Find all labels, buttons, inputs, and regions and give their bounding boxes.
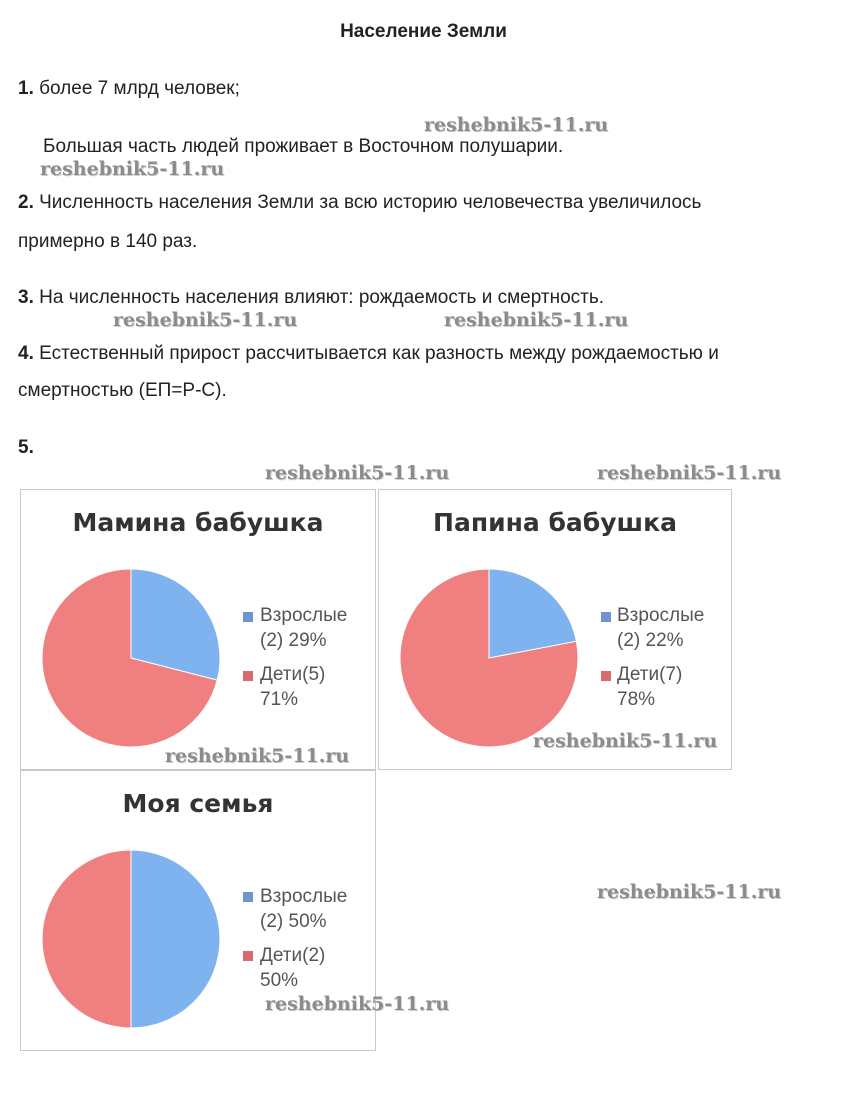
watermark: reshebnik5-11.ru	[424, 114, 609, 136]
legend-swatch-children	[601, 671, 611, 681]
answer-4-text: Естественный прирост рассчитывается как разность между рождаемостью и	[33, 343, 719, 364]
watermark: reshebnik5-11.ru	[444, 309, 629, 331]
legend-adults	[617, 603, 704, 653]
page-title: Население Земли	[340, 21, 507, 42]
legend-adults-label: Взрослые	[260, 886, 348, 907]
watermark: reshebnik5-11.ru	[533, 730, 718, 752]
chart-title: Папина бабушка	[433, 508, 677, 537]
legend-children-label: Дети(7)	[617, 664, 683, 685]
legend-adults-label: Взрослые	[617, 605, 705, 626]
watermark: reshebnik5-11.ru	[265, 462, 450, 484]
legend-adults-value: (2) 22%	[617, 630, 684, 651]
chart-paternal-grandmother	[378, 489, 732, 770]
legend-children	[260, 662, 325, 712]
legend-swatch-adults	[243, 612, 253, 622]
answer-1-text: более 7 млрд человек;	[33, 78, 240, 99]
legend-children-value: 50%	[260, 970, 299, 991]
answer-3-number: 3.	[18, 287, 34, 308]
chart-title: Мамина бабушка	[72, 508, 324, 537]
watermark: reshebnik5-11.ru	[597, 881, 782, 903]
answer-4-number: 4.	[18, 343, 34, 364]
legend-swatch-children	[243, 951, 253, 961]
legend-adults-label: Взрослые	[260, 605, 348, 626]
answer-2-continued: примерно в 140 раз.	[18, 231, 198, 252]
legend-children-label: Дети(2)	[260, 945, 326, 966]
chart-maternal-grandmother	[20, 489, 376, 770]
answer-1-detail: Большая часть людей проживает в Восточном полушарии.	[43, 136, 564, 157]
legend-swatch-adults	[243, 892, 253, 902]
answer-5-number: 5.	[18, 437, 34, 458]
watermark: reshebnik5-11.ru	[40, 158, 225, 180]
answer-1-number: 1.	[18, 78, 34, 99]
answer-3-text: На численность населения влияют: рождаемость и смертность.	[33, 287, 605, 308]
pie-slice-children	[42, 850, 131, 1028]
answer-2-number: 2.	[18, 192, 34, 213]
answer-2-text: Численность населения Земли за всю историю человечества увеличилось	[33, 192, 702, 213]
legend-adults	[260, 884, 347, 934]
legend-swatch-children	[243, 671, 253, 681]
legend-adults-value: (2) 50%	[260, 911, 327, 932]
legend-children	[260, 943, 325, 993]
legend-children-label: Дети(5)	[260, 664, 326, 685]
legend-adults-value: (2) 29%	[260, 630, 327, 651]
answer-4	[18, 343, 719, 365]
answer-5	[18, 437, 34, 459]
watermark: reshebnik5-11.ru	[113, 309, 298, 331]
legend-children	[617, 662, 682, 712]
legend-children-value: 78%	[617, 689, 656, 710]
chart-title: Моя семья	[122, 789, 274, 818]
answer-1	[18, 78, 240, 100]
answer-4-continued: смертностью (ЕП=Р-С).	[18, 380, 227, 401]
legend-children-value: 71%	[260, 689, 299, 710]
watermark: reshebnik5-11.ru	[265, 993, 450, 1015]
legend-adults	[260, 603, 347, 653]
legend-swatch-adults	[601, 612, 611, 622]
watermark: reshebnik5-11.ru	[165, 745, 350, 767]
answer-3	[18, 287, 604, 309]
pie-slice-adults	[131, 850, 220, 1028]
watermark: reshebnik5-11.ru	[597, 462, 782, 484]
answer-2	[18, 192, 701, 214]
